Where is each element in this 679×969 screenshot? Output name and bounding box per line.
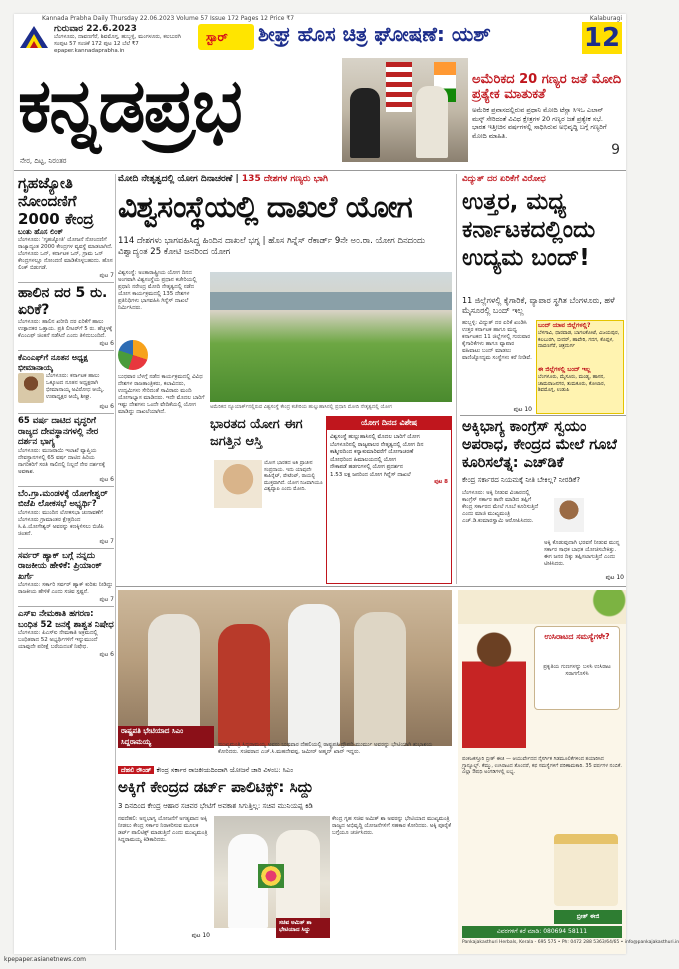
top-story-page: 9 (611, 142, 620, 158)
story-page: ಪುಟ 6 (99, 475, 114, 483)
ad-phone[interactable]: ವಿವರಗಳಿಗೆ ಕರೆ ಮಾಡಿ: 080694 58111 (462, 926, 622, 938)
divider (18, 282, 114, 283)
list-item: 1.53 ಲಕ್ಷ ಜನರಿಂದ ಯೋಗ ಗಿನ್ನೆಸ್ ದಾಖಲೆ (330, 471, 411, 478)
yoga-kicker: ಮೋದಿ ನೇತೃತ್ವದಲ್ಲಿ ಯೋಗ ದಿನಾಚರಣೆ | 135 ದೇಶಗಳ ಗಣ್ಯರು ಭಾಗಿ (118, 174, 452, 188)
lead-subheadline: 114 ದೇಶಗಳು ಭಾಗವಹಿಸಿದ್ದ ಹಿಂದಿನ ದಾಖಲೆ ಭಗ್ನ | ಹೊಸ ಗಿನ್ನೆಸ್ ರೆಕಾರ್ಡ್ 9ನೇ ಅಂ.ರಾ. ಯೋಗ ದಿನದಂದು ವಿಶ್ವಾದ್ಯಂತ 25 ಕೋಟಿ ಜನರಿಂದ ಯೋಗ (118, 236, 426, 257)
story-page: ಪುಟ 6 (99, 403, 114, 410)
story-body: ಬೆಂಗಳೂರು: ಮುಜರಾಯಿ ಇಲಾಖೆ ವ್ಯಾಪ್ತಿಯ ದೇವಸ್ಥಾನಗಳಲ್ಲಿ 65 ವರ್ಷ ದಾಟಿದ ಹಿರಿಯ ನಾಗರಿಕರಿಗೆ ಸರತಿ ಸಾಲಿನಲ್ಲಿ ನಿಲ್ಲದೆ ನೇರ ದರ್ಶನಕ್ಕೆ ಅವಕಾಶ. (18, 447, 106, 475)
left-story-5[interactable] (18, 489, 114, 546)
story-page: ಪುಟ 7 (99, 596, 114, 603)
left-story-3[interactable] (18, 353, 114, 411)
bandh-title: ಬಂದ್ ಯಾವ ಜಿಲ್ಲೆಗಳಲ್ಲಿ? (538, 322, 591, 329)
divider (18, 548, 114, 549)
list-item: ಕಾಶ್ಮೀರದಿಂದ ಕನ್ಯಾಕುಮಾರಿವರೆಗೆ ಯೋಗಾಚರಣೆ (330, 449, 414, 455)
delhi-tag: ದೆಹಲಿ ರೌಂಡ್ (118, 766, 154, 774)
left-story-7[interactable] (18, 609, 114, 659)
akki-body: ಬೆಂಗಳೂರು: ಅಕ್ಕಿ ನೀಡುವ ವಿಚಾರದಲ್ಲಿ ಕಾಂಗ್ರೆಸ್ ಸರ್ಕಾರ ತಾನೇ ಮಾಡಿದ ತಪ್ಪಿಗೆ ಕೇಂದ್ರ ಸರ್ಕಾರದ ಮೇಲೆ ಗೂಬೆ ಕೂರಿಸುತ್ತಿದೆ ಎಂದು ಮಾಜಿ ಮುಖ್ಯಮಂತ್ರಿ ಎಚ್.ಡಿ.ಕುಮಾರಸ್ವಾಮಿ ಆರೋಪಿಸಿದರು. (462, 490, 539, 524)
list-item: ನೌಕಾಪಡೆ ಹಡಗುಗಳಲ್ಲಿ ಯೋಗ ಪ್ರದರ್ಶನ (330, 464, 403, 470)
power-body: ಹುಬ್ಬಳ್ಳಿ: ವಿದ್ಯುತ್ ದರ ಏರಿಕೆ ಖಂಡಿಸಿ ಉತ್ತರ ಕರ್ನಾಟಕ ಹಾಗೂ ಮಧ್ಯ ಕರ್ನಾಟಕದ 11 ಜಿಲ್ಲೆಗಳಲ್ಲಿ ಗುರುವಾರ ಕೈಗಾರಿಕೆಗಳು ಹಾಗೂ ವ್ಯಾಪಾರ ವಹಿವಾಟು ಬಂದ್ ಮಾಡಲು ವಾಣಿಜ್ಯೋದ್ಯಮ ಸಂಸ್ಥೆಗಳು ಕರೆ ನೀಡಿವೆ. (462, 320, 532, 361)
story-headline: ಗೃಹಜ್ಯೋತಿ ನೋಂದಣಿಗೆ 2000 ಕೇಂದ್ರ (18, 174, 94, 228)
story-headline: ಕೆಎಂಎಫ್‌ಗೆ ನೂತನ ಅಧ್ಯಕ್ಷ ಭೀಮಾನಾಯ್ಕ (18, 353, 88, 372)
ad-banner-leaves (458, 590, 626, 624)
story-headline: ಸರ್ವರ್ ಹ್ಯಾಕ್ ಬಗ್ಗೆ ನನ್ನದು ರಾಜಕೀಯ ಹೇಳಿಕೆ: ಪ್ರಿಯಾಂಕ್ ಖರ್ಗೆ (18, 550, 102, 582)
akki-body-cont: ಅಕ್ಕಿ ಕೊಡುವುದಾಗಿ ಭರವಸೆ ನೀಡುವ ಮುನ್ನ ಸರ್ಕಾರ ಸಾಧಕ ಬಾಧಕ ಯೋಚಿಸಬೇಕಿತ್ತು. ಈಗ ಜನರ ದಿಕ್ಕು ತಪ್ಪಿಸಲಾಗುತ್ತಿದೆ ಎಂದು ಟೀಕಿಸಿದರು. (544, 540, 620, 567)
yoga-kicker-a: ಮೋದಿ ನೇತೃತ್ವದಲ್ಲಿ ಯೋಗ ದಿನಾಚರಣೆ (118, 174, 233, 184)
ad-body-text: ಪಂಕಜಕಸ್ತೂರಿ ಬ್ರೀತ್ ಈಜಿ — ಆಯುರ್ವೇದದ ನೈಸರ್ಗಿಕ ಗಿಡಮೂಲಿಕೆಗಳಿಂದ ತಯಾರಿಸಿದ ಗ್ರ್ಯಾನ್ಯೂಲ್ಸ್. ಕೆಮ್ಮು, ಉಸಿರಾಟದ ತೊಂದರೆ, ಕಫ ಸಮಸ್ಯೆಗಳಿಗೆ ಪರಿಣಾಮಕಾರಿ. 35 ವರ್ಷಗಳ ನಂಬಿಕೆ. ಎಲ್ಲಾ ಔಷಧಿ ಅಂಗಡಿಗಳಲ್ಲಿ ಲಭ್ಯ. (462, 756, 622, 775)
bharat-yoga-body: ಯೋಗ ಭಾರತದ ಅತಿ ಪ್ರಾಚೀನ ಸಂಪ್ರದಾಯ. ಇದು ಯಾವುದೇ ಕಾಪಿರೈಟ್, ಪೇಟೆಂಟ್, ರಾಯಲ್ಟಿ ಮುಕ್ತವಾಗಿದೆ. ಯೋಗ ನಿಜವಾಗಿಯೂ ವಿಶ್ವವ್ಯಾಪಿ ಎಂದು ಮೋದಿ. (264, 460, 323, 492)
left-story-2[interactable] (18, 285, 114, 348)
akki-subheadline: ಕೇಂದ್ರ ಸರ್ಕಾರದ ನಿಯಮಕ್ಕೆ ನೀತಿ ಬೇಕಿಲ್ಲ? ನೀರಡಿಕೆ? (462, 476, 581, 484)
ad-footer: Pankajakasthuri Herbals, Kerala - 695 575 • Ph: 0472 288 5363/64/65 • info@pankajakasthuri.in (462, 940, 679, 945)
ad-speech-body: ಪ್ರಕೃತಿಯ ಗುಣಗಳನ್ನು ಬಳಸಿ ಉಸಿರಾಟ ಸರಾಗಗೊಳಿಸಿ (543, 664, 611, 677)
star-section-badge[interactable] (198, 24, 254, 50)
lead-headline[interactable]: ವಿಶ್ವಸಂಸ್ಥೆಯಲ್ಲಿ ದಾಖಲೆ ಯೋಗ (118, 190, 412, 225)
divider (460, 415, 626, 416)
story-headline: 65 ವರ್ಷ ದಾಟಿದ ವೃದ್ಧರಿಗೆ ರಾಜ್ಯದ ದೇವಸ್ಥಾನಗಳಲ್ಲಿ ನೇರ ದರ್ಶನ ಭಾಗ್ಯ (18, 416, 99, 447)
yoga-special-title: ಯೋಗ ದಿನದ ವಿಶೇಷ (326, 416, 452, 430)
power-kicker: ವಿದ್ಯುತ್ ದರ ಏರಿಕೆಗೆ ವಿರೋಧ (462, 174, 546, 184)
masthead-topline: Kannada Prabha Daily Thursday 22.06.2023 Volume 57 Issue 172 Pages 12 Price ₹7 (42, 15, 295, 22)
kp-logo-icon (18, 24, 50, 50)
delhi-kicker-text: ಕೇಂದ್ರ ಸರ್ಕಾರ ರಾಜಕೀಯದಿಂದಾಗಿ ಯೋಜನೆ ಜಾರಿ ವಿಳಂಬ: ಸಿಎಂ (156, 766, 294, 774)
column-divider (456, 174, 457, 584)
promo-headline[interactable]: ಶೀಘ್ರ ಹೊಸ ಚಿತ್ರ ಘೋಷಣೆ: ಯಶ್ (258, 22, 491, 46)
story-body: ಬೆಂಗಳೂರು: ಸರ್ಕಾರಿ ಸರ್ವರ್ ಹ್ಯಾಕ್ ಕುರಿತು ನೀಡಿದ್ದು ರಾಜಕೀಯ ಹೇಳಿಕೆ ಎಂದು ಸಚಿವ ಸ್ಪಷ್ಟನೆ. (18, 582, 113, 595)
hdk-photo (554, 498, 584, 532)
ad-brand-name: ಬ್ರೀತ್ ಈಜಿ (554, 910, 622, 924)
divider (18, 486, 114, 487)
star-badge-label: ಸ್ಟಾರ್ (206, 30, 228, 44)
promo-page-number: 12 (583, 23, 621, 53)
modi-meeting-photo (342, 58, 468, 162)
power-subheadline: 11 ಜಿಲ್ಲೆಗಳಲ್ಲಿ ಕೈಗಾರಿಕೆ, ವ್ಯಾಪಾರ ಸ್ಥಗಿತ ಬೆಂಗಳೂರು, ಹಳೆ ಮೈಸೂರಲ್ಲಿ ಬಂದ್ ಇಲ್ಲ (462, 296, 615, 315)
story-subhead: ಬಂತು ಹೊಸ ಲಿಂಕ್ (18, 228, 63, 236)
story-page: ಪುಟ 8 (434, 479, 448, 485)
bharat-yoga-headline[interactable]: ಭಾರತದ ಯೋಗ ಈಗ ಜಗತ್ತಿನ ಆಸ್ತಿ (210, 417, 303, 449)
delhi-body-cont: ಕೇಂದ್ರ ಗೃಹ ಸಚಿವ ಅಮಿತ್ ಶಾ ಅವರನ್ನು ಭೇಟಿಯಾದ ಮುಖ್ಯಮಂತ್ರಿ ರಾಜ್ಯದ ಅಭಿವೃದ್ಧಿ ಯೋಜನೆಗಳಿಗೆ ಸಹಕಾರ ಕೋರಿದರು. ಅಕ್ಕಿ ಪೂರೈಕೆ ಬಗ್ಗೆಯೂ ಚರ್ಚಿಸಿದರು. (332, 816, 451, 836)
divider (18, 606, 114, 607)
list-item: ಯೋಧರಿಂದ ಹಿಮಾಲಯದಲ್ಲಿ ಯೋಗ (330, 456, 397, 463)
yoga-special-list (330, 434, 448, 487)
shah-photo-label: ಸಚಿವ ಅಮಿತ್ ಶಾ ಭೇಟಿಯಾದ ಸಿದ್ದು (276, 918, 330, 938)
story-page: ಪುಟ 10 (605, 574, 624, 581)
cm-photo-caption: ಮುಖ್ಯಮಂತ್ರಿ ಸಿದ್ದರಾಮಯ್ಯ ಅವರು ಬುಧವಾರ ದೆಹಲಿಯಲ್ಲಿ ರಾಷ್ಟ್ರಪತಿ ದ್ರೌಪದಿ ಮುರ್ಮು ಅವರನ್ನು ಭೇಟಿಯಾಗಿ ಶುಭಾಶಯ ಕೋರಿದರು. ಸಚಿವರಾದ ಎಚ್.ಸಿ.ಮಹದೇವಪ್ಪ, ಜಮೀರ್ ಅಹ್ಮದ್ ಖಾನ್ ಇದ್ದರು. (218, 742, 433, 755)
ad-speech-title: ಉಸಿರಾಟದ ಸಮಸ್ಯೆಗಳೇ? (544, 632, 610, 641)
left-story-4[interactable] (18, 416, 114, 484)
no-bandh-title: ಈ ಜಿಲ್ಲೆಗಳಲ್ಲಿ ಬಂದ್ ಇಲ್ಲ (538, 366, 591, 373)
story-headline: ಬೆಂ.ಗ್ರಾ.ಮಂಡಳಕ್ಕೆ ಯೋಗೇಶ್ವರ್ ಬಿಜೆಪಿ ಲೋಕಸಭೆ ಅಭ್ಯರ್ಥಿ? (18, 488, 108, 509)
date-info-box (54, 24, 194, 54)
story-body: ಬೆಂಗಳೂರು: ಮುಂದಿನ ಲೋಕಸಭಾ ಚುನಾವಣೆಗೆ ಬೆಂಗಳೂರು ಗ್ರಾಮಾಂತರ ಕ್ಷೇತ್ರದಿಂದ ಸಿ.ಪಿ.ಯೋಗೇಶ್ವರ್ ಅವರನ್ನು ಕಣಕ್ಕಿಳಿಸಲು ಬಿಜೆಪಿ ಚಿಂತನೆ. (18, 509, 104, 537)
yoga-day-logo-icon (118, 340, 148, 370)
top-story-body: ಅಮೆರಿಕ ಪ್ರವಾಸದಲ್ಲಿರುವ ಪ್ರಧಾನಿ ಮೋದಿ ಟೆಸ್ಲಾ ಸಿಇಒ ಎಲಾನ್ ಮಸ್ಕ್ ಸೇರಿದಂತೆ ವಿವಿಧ ಕ್ಷೇತ್ರಗಳ 20 ಗಣ್ಯರ ಜತೆ ಪ್ರತ್ಯೇಕ ಸಭೆ. ಭಾರತ ಇತ್ತೀಚಿನ ವರ್ಷಗಳಲ್ಲಿ ಸಾಧಿಸಿರುವ ಅಭಿವೃದ್ಧಿ ಬಗ್ಗೆ ಗಣ್ಯರಿಗೆ ಮೋದಿ ಮಾಹಿತಿ. (472, 106, 607, 140)
akki-headline[interactable]: ಅಕ್ಕಿಭಾಗ್ಯ ಕಾಂಗ್ರೆಸ್ ಸ್ವಯಂ ಅಪರಾಧ, ಕೇಂದ್ರದ ಮೇಲೆ ಗೂಬೆ ಕೂರಿಸಲೆತ್ನ: ಎಚ್‌ಡಿಕೆ (462, 419, 617, 471)
edition-list: ಬೆಂಗಳೂರು, ದಾವಣಗೆರೆ, ಶಿವಮೊಗ್ಗ, ಹುಬ್ಬಳ್ಳಿ, ಮಂಗಳೂರು, ಕಲಬುರಗಿ (54, 34, 181, 40)
story-page: ಪುಟ 6 (99, 651, 114, 658)
delhi-headline[interactable]: ಅಕ್ಕಿಗೆ ಕೇಂದ್ರದ ಡರ್ಟ್ ಪಾಲಿಟಿಕ್ಸ್: ಸಿದ್ದು (118, 778, 314, 796)
column-divider (115, 174, 116, 950)
story-page: ಪುಟ 7 (99, 272, 114, 279)
bandh-districts: ಬೆಳಗಾವಿ, ಧಾರವಾಡ, ಬಾಗಲಕೋಟೆ, ವಿಜಯಪುರ, ಕಲಬುರಗಿ, ಬೀದರ್, ಹಾವೇರಿ, ಗದಗ, ಕೊಪ್ಪಳ, ದಾವಣಗೆರೆ, ಚಿತ್ರದುರ್ಗ (538, 330, 620, 349)
divider (116, 586, 626, 587)
power-headline[interactable]: ಉತ್ತರ, ಮಧ್ಯ ಕರ್ನಾಟಕದಲ್ಲಿಂದು ಉದ್ಯಮ ಬಂದ್! (462, 189, 596, 271)
lead-body: ವಿಶ್ವಸಂಸ್ಥೆ: ಅಂತಾರಾಷ್ಟ್ರೀಯ ಯೋಗ ದಿನದ ಅಂಗವಾಗಿ ವಿಶ್ವಸಂಸ್ಥೆಯ ಪ್ರಧಾನ ಕಚೇರಿಯಲ್ಲಿ ಪ್ರಧಾನಿ ನರೇಂದ್ರ ಮೋದಿ ನೇತೃತ್ವದಲ್ಲಿ ನಡೆದ ಯೋಗ ಕಾರ್ಯಕ್ರಮದಲ್ಲಿ 135 ದೇಶಗಳ ಪ್ರತಿನಿಧಿಗಳು ಭಾಗವಹಿಸಿ ಗಿನ್ನೆಸ್ ದಾಖಲೆ ನಿರ್ಮಿಸಿದರು. (118, 270, 197, 311)
story-page: ಪುಟ 7 (99, 537, 114, 545)
un-yoga-photo (210, 272, 452, 402)
delhi-body: ನವದೆಹಲಿ: ಅನ್ನಭಾಗ್ಯ ಯೋಜನೆಗೆ ಅಗತ್ಯವಾದ ಅಕ್ಕಿ ನೀಡಲು ಕೇಂದ್ರ ಸರ್ಕಾರ ನಿರಾಕರಿಸುವ ಮೂಲಕ ಡರ್ಟ್ ಪಾಲಿಟಿಕ್ಸ್ ಮಾಡುತ್ತಿದೆ ಎಂದು ಮುಖ್ಯಮಂತ್ರಿ ಸಿದ್ದರಾಮಯ್ಯ ಕಿಡಿಕಾರಿದರು. (118, 816, 208, 843)
list-item: ಬೆಂಗಳೂರಿನಲ್ಲಿ ರಾಜ್ಯಪಾಲರ ನೇತೃತ್ವದಲ್ಲಿ ಯೋಗ ದಿನ (330, 441, 424, 448)
epaper-url[interactable]: epaper.kannadaprabha.in (54, 48, 125, 54)
edition-label: Kalaburagi (589, 15, 622, 22)
epaper-footer[interactable]: kpepaper.asianetnews.com (4, 956, 87, 963)
cm-photo-label: ರಾಷ್ಟ್ರಪತಿ ಭೇಟಿಯಾದ ಸಿಎಂ ಸಿದ್ದರಾಮಯ್ಯ (118, 726, 214, 748)
issue-line: ಸಂಪುಟ 57 ಸಂಚಿಕೆ 172 ಪುಟ 12 ಬೆಲೆ ₹7 (54, 41, 139, 47)
story-headline: ಎಸ್ಐ ನೇಮಕಾತಿ ಹಗರಣ: ಬಂಧಿತ 52 ಜನಕ್ಕೆ ಶಾಶ್ವತ ನಿಷೇಧ (18, 609, 114, 630)
date-line: ಗುರುವಾರ 22.6.2023 (54, 24, 137, 34)
story-page: ಪುಟ 10 (513, 406, 532, 413)
story-page: ಪುಟ 6 (99, 340, 114, 347)
story-headline: ಹಾಲಿನ ದರ 5 ರು. ಏರಿಕೆ? (18, 285, 108, 318)
left-column (18, 174, 114, 659)
photo-caption: ಅಮೆರಿಕದ ನ್ಯೂಯಾರ್ಕ್‌ನಲ್ಲಿರುವ ವಿಶ್ವಸಂಸ್ಥೆ ಕೇಂದ್ರ ಕಚೇರಿಯ ಹುಲ್ಲುಹಾಸಿನಲ್ಲಿ ಪ್ರಧಾನಿ ಮೋದಿ ನೇತೃತ್ವದಲ್ಲಿ ಯೋಗ (210, 404, 392, 410)
cm-shah-photo (214, 816, 330, 928)
divider (14, 170, 626, 171)
story-body: ಬೆಂಗಳೂರು: 'ಗೃಹಜ್ಯೋತಿ' ಯೋಜನೆ ನೋಂದಣಿಗೆ ರಾಜ್ಯಾದ್ಯಂತ 2000 ಕೇಂದ್ರಗಳ ವ್ಯವಸ್ಥೆ ಮಾಡಲಾಗಿದೆ. ಬೆಂಗಳೂರು ಒನ್, ಕರ್ನಾಟಕ ಒನ್, ಗ್ರಾಮ ಒನ್ ಕೇಂದ್ರಗಳಲ್ಲೂ ನೋಂದಣಿ ಮಾಡಿಕೊಳ್ಳಬಹುದು. ಹೊಸ ಲಿಂಕ್ ಬಿಡುಗಡೆ. (18, 237, 113, 271)
list-item: ವಿಶ್ವಸಂಸ್ಥೆ ಹುಲ್ಲುಹಾಸಿನಲ್ಲಿ ಮೊದಲ ಬಾರಿಗೆ ಯೋಗ (330, 434, 420, 440)
story-body: ಬೆಂಗಳೂರು: ಪಿಎಸ್ಐ ನೇಮಕಾತಿ ಅಕ್ರಮದಲ್ಲಿ ಬಂಧಿತರಾದ 52 ಅಭ್ಯರ್ಥಿಗಳಿಗೆ ಇನ್ನುಮುಂದೆ ಯಾವುದೇ ಪರೀಕ್ಷೆ ಬರೆಯದಂತೆ ನಿಷೇಧ. (18, 630, 98, 650)
left-story-6[interactable] (18, 551, 114, 605)
modi-photo (214, 460, 262, 508)
kmf-chairman-photo (18, 373, 44, 403)
divider (18, 350, 114, 351)
delhi-kicker (118, 766, 452, 775)
no-bandh-districts: ಬೆಂಗಳೂರು, ಮೈಸೂರು, ಮಂಡ್ಯ, ಹಾಸನ, ಚಾಮರಾಜನಗರ, ತುಮಕೂರು, ಕೋಲಾರ, ಶಿವಮೊಗ್ಗ, ಉಡುಪಿ (538, 374, 606, 393)
top-story-headline[interactable]: ಅಮೆರಿಕದ 20 ಗಣ್ಯರ ಜತೆ ಮೋದಿ ಪ್ರತ್ಯೇಕ ಮಾತುಕತೆ (472, 72, 622, 102)
product-jar-icon (554, 834, 618, 906)
brand-tagline: ನೇರ, ದಿಟ್ಟ, ನಿರಂತರ (20, 157, 67, 165)
story-body: ಬೆಂಗಳೂರು: ಹಾಲಿನ ಖರೀದಿ ದರ ಏರಿಕೆಗೆ ಹಾಲು ಉತ್ಪಾದಕರ ಒತ್ತಾಯ. ಪ್ರತಿ ಲೀಟರ್‌ಗೆ 5 ರು. ಹೆಚ್ಚಳಕ್ಕೆ ಕೆಎಂಎಫ್ ಚಿಂತನೆ ನಡೆಸಿದೆ ಎಂದು ತಿಳಿದುಬಂದಿದೆ. (18, 319, 113, 339)
delhi-subheadline: 3 ದಿನದಿಂದ ಕೇಂದ್ರ ಆಹಾರ ಸಚಿವರ ಭೇಟಿಗೆ ಅವಕಾಶ ಸಿಗುತ್ತಿಲ್ಲ: ಸಚಿವ ಮುನಿಯಪ್ಪ ಕಿಡಿ (118, 802, 313, 810)
cm-president-photo (118, 590, 452, 746)
yoga-kicker-b: 135 ದೇಶಗಳ ಗಣ್ಯರು ಭಾಗಿ (241, 174, 328, 184)
divider (18, 413, 114, 414)
story-body: ಬೆಂಗಳೂರು: ಕರ್ನಾಟಕ ಹಾಲು ಒಕ್ಕೂಟದ ನೂತನ ಅಧ್ಯಕ್ಷರಾಗಿ ಭೀಮಾನಾಯ್ಕ ಅವಿರೋಧ ಆಯ್ಕೆ. ಉಪಾಧ್ಯಕ್ಷರ ಆಯ್ಕೆ ಶೀಘ್ರ. (46, 373, 105, 400)
left-story-1[interactable] (18, 174, 114, 280)
story-page: ಪುಟ 10 (191, 932, 210, 939)
newspaper-brand: ಕನ್ನಡಪ್ರಭ (18, 63, 241, 149)
lead-body-cont: ಬುಧವಾರ ಬೆಳಗ್ಗೆ ನಡೆದ ಕಾರ್ಯಕ್ರಮದಲ್ಲಿ ವಿವಿಧ ದೇಶಗಳ ರಾಜತಾಂತ್ರಿಕರು, ಕಲಾವಿದರು, ಉದ್ಯಮಿಗಳು ಸೇರಿದಂತೆ ಸಾವಿರಾರು ಮಂದಿ ಯೋಗಾಭ್ಯಾಸ ಮಾಡಿದರು. ಇದೇ ಮೊದಲ ಬಾರಿಗೆ ಇಷ್ಟು ದೇಶಗಳು ಒಂದೇ ವೇದಿಕೆಯಲ್ಲಿ ಯೋಗ ಮಾಡಿದ್ದು ದಾಖಲೆಯಾಗಿದೆ. (118, 374, 205, 415)
newspaper-page (14, 14, 679, 954)
ad-model-photo (462, 628, 526, 748)
